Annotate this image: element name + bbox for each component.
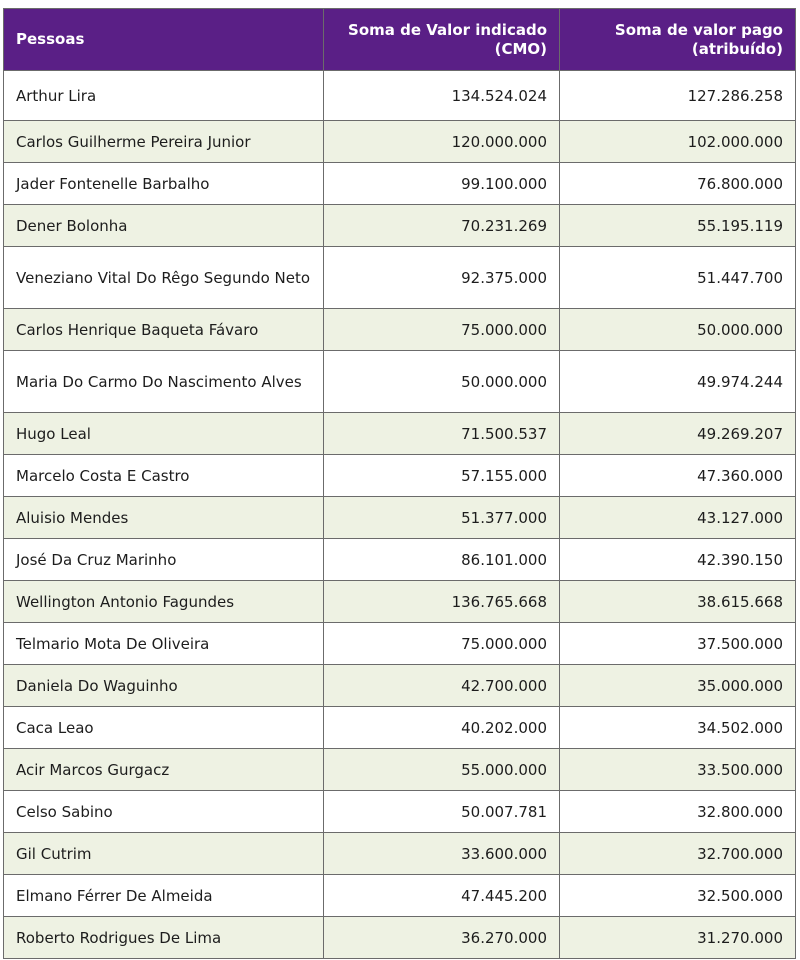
table-row [4,413,796,455]
cell-name: Acir Marcos Gurgacz [4,749,324,791]
cell-valor-pago: 31.270.000 [560,917,796,959]
cell-name: Celso Sabino [4,791,324,833]
cell-valor-indicado: 40.202.000 [324,707,560,749]
cell-name: Caca Leao [4,707,324,749]
table-body [4,71,796,959]
cell-valor-pago: 102.000.000 [560,121,796,163]
cell-valor-pago: 34.502.000 [560,707,796,749]
cell-valor-indicado: 33.600.000 [324,833,560,875]
cell-valor-indicado: 51.377.000 [324,497,560,539]
cell-name: Arthur Lira [4,71,324,121]
cell-valor-pago: 33.500.000 [560,749,796,791]
table-row [4,749,796,791]
header-valor-indicado-line1: Soma de Valor indicado [348,20,547,39]
cell-valor-pago: 42.390.150 [560,539,796,581]
table-row [4,791,796,833]
table-row [4,875,796,917]
cell-valor-pago: 51.447.700 [560,247,796,309]
cell-valor-indicado: 57.155.000 [324,455,560,497]
cell-valor-indicado: 120.000.000 [324,121,560,163]
cell-valor-indicado: 86.101.000 [324,539,560,581]
cell-valor-indicado: 75.000.000 [324,623,560,665]
cell-valor-indicado: 134.524.024 [324,71,560,121]
cell-name: Maria Do Carmo Do Nascimento Alves [4,351,324,413]
cell-name: Carlos Guilherme Pereira Junior [4,121,324,163]
cell-name: Daniela Do Waguinho [4,665,324,707]
cell-valor-indicado: 47.445.200 [324,875,560,917]
table-row [4,917,796,959]
table-row [4,71,796,121]
cell-valor-pago: 49.269.207 [560,413,796,455]
cell-valor-pago: 47.360.000 [560,455,796,497]
cell-name: Wellington Antonio Fagundes [4,581,324,623]
cell-valor-indicado: 92.375.000 [324,247,560,309]
cell-valor-pago: 32.500.000 [560,875,796,917]
table-row [4,707,796,749]
cell-valor-indicado: 50.007.781 [324,791,560,833]
cell-valor-pago: 38.615.668 [560,581,796,623]
table-row [4,539,796,581]
header-valor-indicado [324,9,560,71]
table-row [4,205,796,247]
cell-valor-pago: 76.800.000 [560,163,796,205]
table-row [4,351,796,413]
cell-name: Dener Bolonha [4,205,324,247]
cell-valor-indicado: 70.231.269 [324,205,560,247]
cell-name: Elmano Férrer De Almeida [4,875,324,917]
table-row [4,309,796,351]
header-valor-indicado-line2: (CMO) [494,39,547,58]
table-row [4,121,796,163]
cell-name: Jader Fontenelle Barbalho [4,163,324,205]
cell-name: Marcelo Costa E Castro [4,455,324,497]
header-pessoas [4,9,324,71]
cell-valor-indicado: 36.270.000 [324,917,560,959]
table-row [4,665,796,707]
header-pessoas-label: Pessoas [16,30,85,48]
cell-valor-pago: 49.974.244 [560,351,796,413]
header-valor-pago [560,9,796,71]
table-row [4,623,796,665]
cell-valor-pago: 50.000.000 [560,309,796,351]
table-row [4,581,796,623]
table-row [4,163,796,205]
cell-name: Gil Cutrim [4,833,324,875]
cell-valor-indicado: 42.700.000 [324,665,560,707]
table-row [4,247,796,309]
header-valor-pago-line1: Soma de valor pago [614,20,783,39]
cell-valor-indicado: 55.000.000 [324,749,560,791]
cell-valor-indicado: 75.000.000 [324,309,560,351]
table-header [4,9,796,71]
table-row [4,497,796,539]
cell-name: Aluisio Mendes [4,497,324,539]
table-row [4,833,796,875]
cell-name: José Da Cruz Marinho [4,539,324,581]
data-table [3,8,796,959]
cell-valor-pago: 127.286.258 [560,71,796,121]
cell-valor-indicado: 50.000.000 [324,351,560,413]
cell-name: Carlos Henrique Baqueta Fávaro [4,309,324,351]
cell-valor-pago: 32.800.000 [560,791,796,833]
table-row [4,455,796,497]
cell-valor-pago: 37.500.000 [560,623,796,665]
cell-valor-indicado: 71.500.537 [324,413,560,455]
cell-valor-pago: 43.127.000 [560,497,796,539]
cell-valor-pago: 32.700.000 [560,833,796,875]
cell-name: Hugo Leal [4,413,324,455]
cell-name: Roberto Rodrigues De Lima [4,917,324,959]
cell-valor-pago: 55.195.119 [560,205,796,247]
header-valor-pago-line2: (atribuído) [691,39,783,58]
cell-name: Telmario Mota De Oliveira [4,623,324,665]
cell-name: Veneziano Vital Do Rêgo Segundo Neto [4,247,324,309]
cell-valor-indicado: 136.765.668 [324,581,560,623]
cell-valor-indicado: 99.100.000 [324,163,560,205]
cell-valor-pago: 35.000.000 [560,665,796,707]
